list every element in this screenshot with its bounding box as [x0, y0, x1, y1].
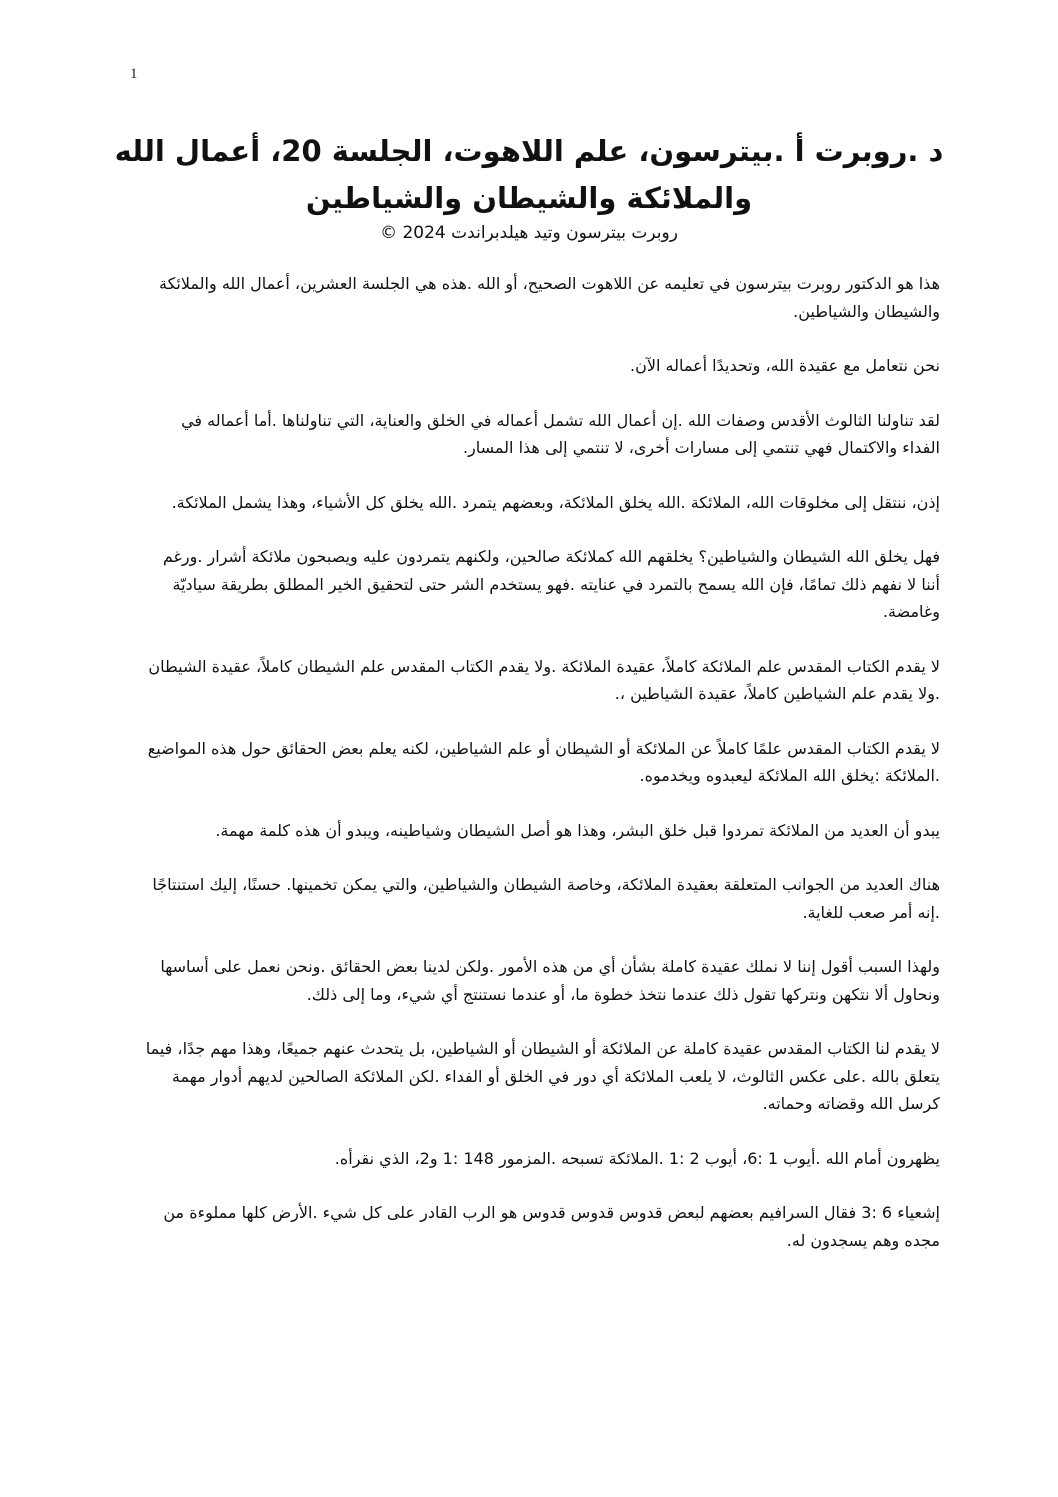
- paragraph: ولهذا السبب أقول إننا لا نملك عقيدة كاملة بشأن أي من هذه الأمور .ولكن لدينا بعض الحقائق .ونحن نعمل على أساسها ونحاول ألا نتكهن ونتركها تقول ذلك عندما نتخذ خطوة ما، أو عندما نستنتج أي شيء، وما إلى ذلك.: [160, 957, 940, 1004]
- paragraph: يبدو أن العديد من الملائكة تمردوا قبل خلق البشر، وهذا هو أصل الشيطان وشياطينه، ويبدو أن هذه كلمة مهمة.: [215, 820, 940, 840]
- paragraph: إذن، ننتقل إلى مخلوقات الله، الملائكة .الله يخلق الملائكة، وبعضهم يتمرد .الله يخلق كل الأشياء، وهذا يشمل الملائكة.: [171, 492, 940, 512]
- page-number: 1: [130, 66, 138, 82]
- document-title: د .روبرت أ .بيترسون، علم اللاهوت، الجلسة 20، أعمال الله والملائكة والشيطان والشياطين: [114, 134, 944, 215]
- paragraph: هناك العديد من الجوانب المتعلقة بعقيدة الملائكة، وخاصة الشيطان والشياطين، والتي يمكن تخمينها. حسنًا، إليك استنتاجًا .إنه أمر صعب للغاية.: [152, 875, 940, 922]
- paragraph: لا يقدم الكتاب المقدس علمًا كاملاً عن الملائكة أو الشيطان أو علم الشياطين، لكنه يعلم بعض الحقائق حول هذه المواضيع .الملائكة :يخلق الله الملائكة ليعبدوه ويخدموه.: [147, 738, 940, 785]
- paragraph: نحن نتعامل مع عقيدة الله، وتحديدًا أعماله الآن.: [630, 356, 940, 375]
- paragraph: فهل يخلق الله الشيطان والشياطين؟ يخلقهم الله كملائكة صالحين، ولكنهم يتمردون عليه ويصبحون ملائكة أشرار .ورغم أننا لا نفهم ذلك تمامًا، فإن الله يسمح بالتمرد في عنايته .فهو يستخدم الشر حتى لتحقيق الخير المطلق بطريقة سياديّة وغامضة.: [162, 547, 940, 621]
- copyright-line: روبرت بيترسون وتيد هيلدبراندت 2024 ©: [380, 223, 678, 243]
- paragraph: لقد تناولنا الثالوث الأقدس وصفات الله .إن أعمال الله تشمل أعماله في الخلق والعناية، التي تناولناها .أما أعماله في الفداء والاكتمال فهي تنتمي إلى مسارات أخرى، لا تنتمي إلى هذا المسار.: [181, 410, 940, 457]
- document-body: [140, 270, 940, 1281]
- paragraph: لا يقدم لنا الكتاب المقدس عقيدة كاملة عن الملائكة أو الشيطان أو الشياطين، بل يتحدث عنهم جميعًا، وهذا مهم جدًا، فيما يتعلق بالله .على عكس الثالوث، لا يلعب الملائكة أي دور في الخلق أو الفداء .لكن الملائكة الصالحين لديهم أدوار مهمة كرسل الله وقضاته وحماته.: [145, 1039, 940, 1113]
- paragraph: هذا هو الدكتور روبرت بيترسون في تعليمه عن اللاهوت الصحيح، أو الله .هذه هي الجلسة العشرين، أعمال الله والملائكة والشيطان والشياطين.: [159, 274, 940, 321]
- paragraph: إشعياء 6 :3 فقال السرافيم بعضهم لبعض قدوس قدوس قدوس هو الرب القادر على كل شيء .الأرض كلها مملوءة من مجده وهم يسجدون له.: [163, 1203, 940, 1250]
- paragraph: يظهرون أمام الله .أيوب 1 :6، أيوب 2 :1 .الملائكة تسبحه .المزمور 148 :1 و2، الذي نقرأه.: [334, 1148, 940, 1168]
- paragraph: لا يقدم الكتاب المقدس علم الملائكة كاملاً، عقيدة الملائكة .ولا يقدم الكتاب المقدس علم الشيطان كاملاً، عقيدة الشيطان .ولا يقدم علم الشياطين كاملاً، عقيدة الشياطين ،.: [148, 656, 940, 703]
- document-header: [100, 128, 958, 246]
